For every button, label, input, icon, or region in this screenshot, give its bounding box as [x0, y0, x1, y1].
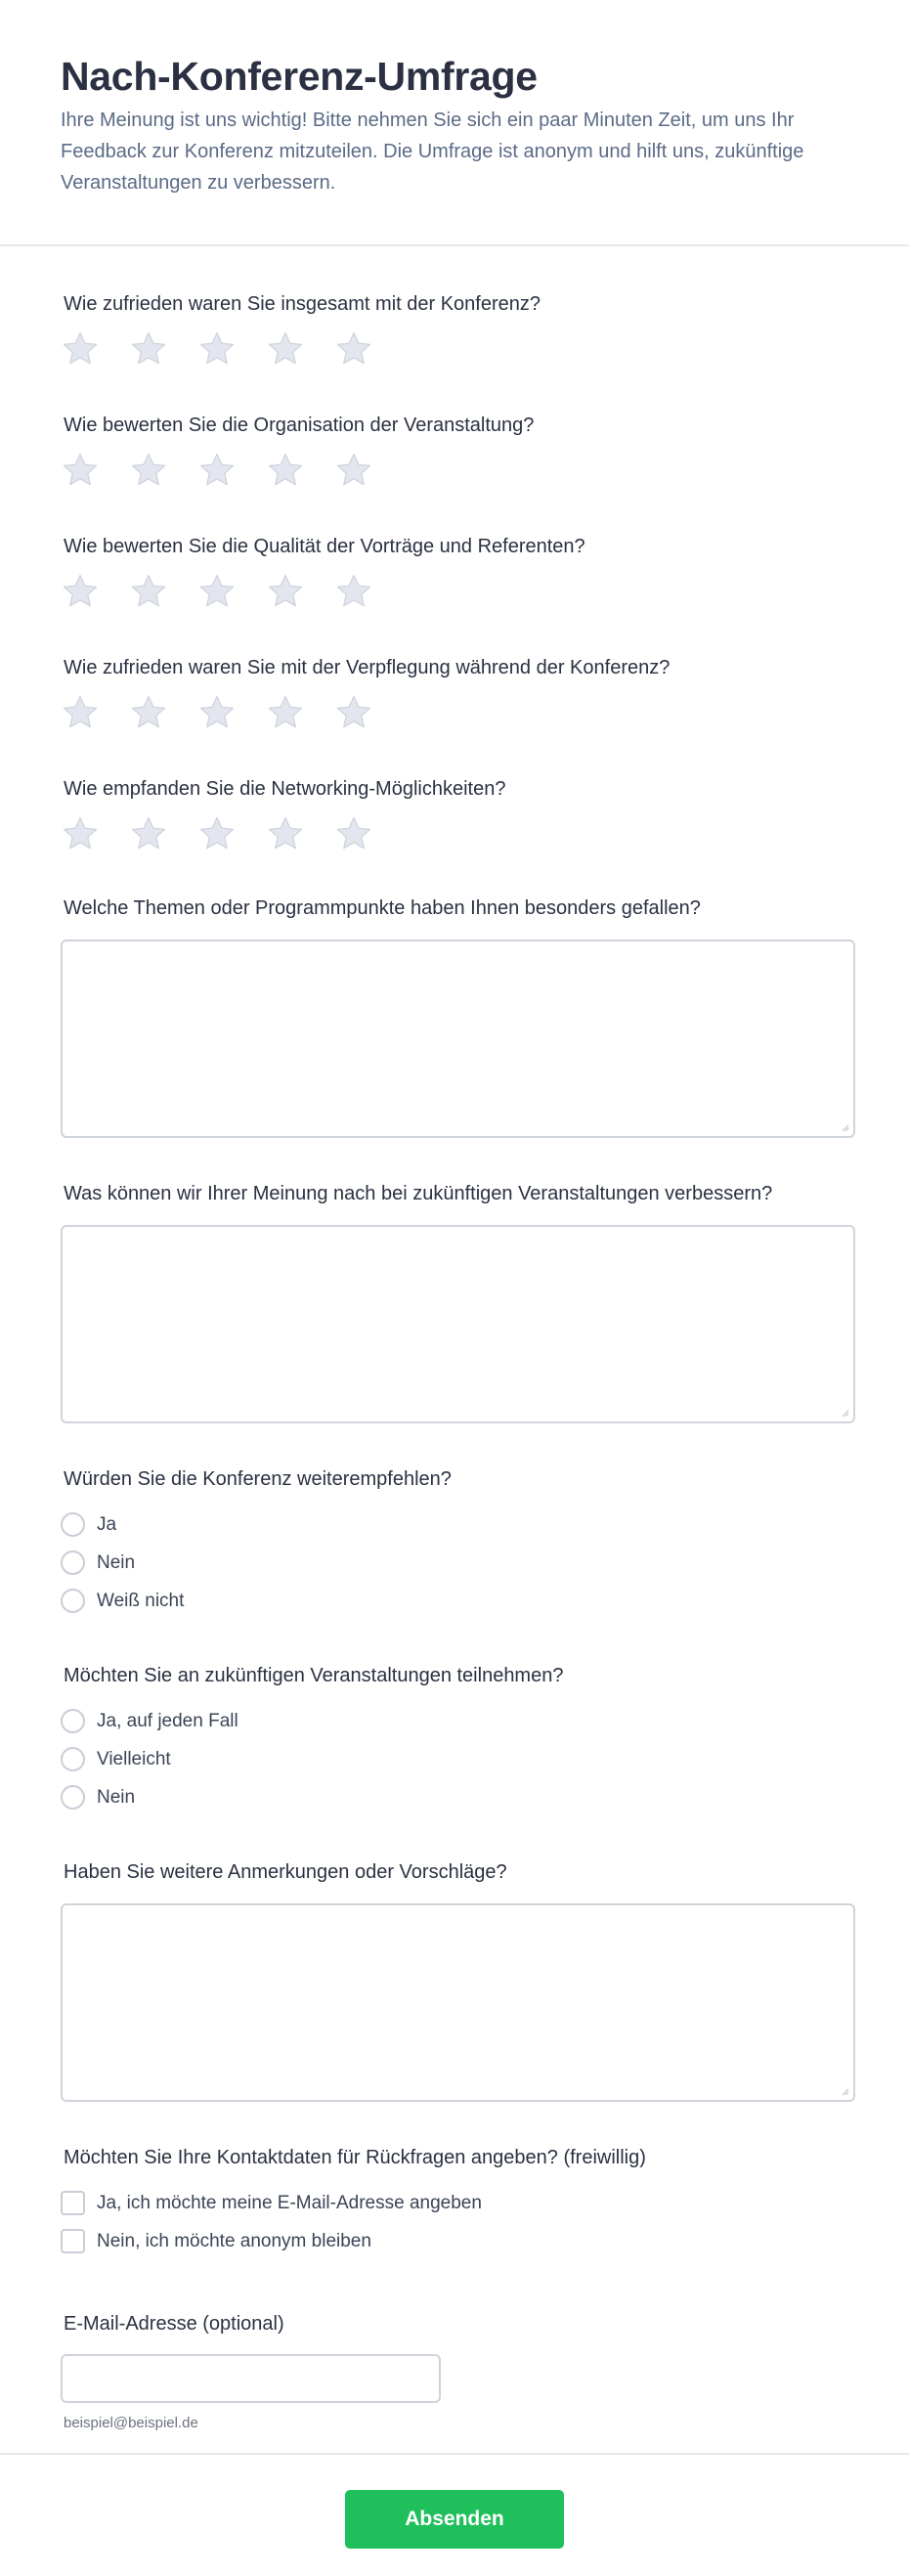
star-icon[interactable] — [335, 815, 372, 852]
star-icon[interactable] — [130, 694, 167, 731]
star-icon[interactable] — [198, 330, 236, 368]
question-email — [61, 2260, 858, 2431]
star-icon[interactable] — [62, 815, 99, 852]
radio-option[interactable] — [61, 1544, 858, 1582]
page-description: Ihre Meinung ist uns wichtig! Bitte nehmen Sie sich ein paar Minuten Zeit, um uns Ihr Feedback zur Konferenz mitzuteilen. Die Umfrage ist anonym und hilft uns, zukünftige Veranstaltungen zu verbessern. — [61, 109, 804, 194]
future-options — [61, 1702, 858, 1816]
radio-button[interactable] — [61, 1747, 85, 1771]
star-icon[interactable] — [62, 330, 99, 368]
rating-question — [61, 731, 858, 852]
survey-header — [0, 0, 909, 246]
star-icon[interactable] — [130, 452, 167, 489]
option-label: Ja, ich möchte meine E-Mail-Adresse angeben — [97, 2192, 482, 2213]
star-icon[interactable] — [62, 452, 99, 489]
rating-question — [61, 368, 858, 489]
liked-textarea[interactable] — [61, 939, 855, 1138]
radio-option[interactable] — [61, 1582, 858, 1620]
question-label: Wie zufrieden waren Sie mit der Verpflegung während der Konferenz? — [64, 657, 671, 678]
radio-option[interactable] — [61, 1740, 858, 1778]
radio-button[interactable] — [61, 1550, 85, 1575]
option-label: Ja, auf jeden Fall — [97, 1710, 238, 1731]
star-icon[interactable] — [130, 815, 167, 852]
star-icon[interactable] — [267, 815, 304, 852]
resize-handle-icon[interactable] — [840, 1408, 849, 1418]
question-label: Wie zufrieden waren Sie insgesamt mit der Konferenz? — [64, 293, 541, 315]
option-label: Nein — [97, 1786, 136, 1808]
option-label: Weiß nicht — [97, 1590, 185, 1611]
rating-question — [61, 610, 858, 731]
question-label: Möchten Sie Ihre Kontaktdaten für Rückfragen angeben? (freiwillig) — [64, 2147, 646, 2168]
resize-handle-icon[interactable] — [840, 2086, 849, 2096]
radio-button[interactable] — [61, 1589, 85, 1613]
question-contact — [61, 2102, 858, 2260]
rating-question — [61, 489, 858, 610]
star-icon[interactable] — [198, 694, 236, 731]
question-label: Wie empfanden Sie die Networking-Möglichkeiten? — [64, 778, 506, 800]
star-icon[interactable] — [130, 330, 167, 368]
checkbox-option[interactable] — [61, 2184, 858, 2222]
option-label: Nein — [97, 1551, 136, 1573]
rating-question — [61, 246, 858, 368]
radio-option[interactable] — [61, 1778, 858, 1816]
star-icon[interactable] — [335, 573, 372, 610]
recommend-options — [61, 1506, 858, 1620]
star-icon[interactable] — [130, 573, 167, 610]
survey-form — [0, 246, 909, 2431]
star-icon[interactable] — [335, 694, 372, 731]
question-label: Wie bewerten Sie die Qualität der Vorträge und Referenten? — [64, 536, 585, 557]
star-rating — [61, 452, 858, 489]
resize-handle-icon[interactable] — [840, 1122, 849, 1132]
star-rating — [61, 694, 858, 731]
option-label: Vielleicht — [97, 1748, 171, 1769]
checkbox-option[interactable] — [61, 2222, 858, 2260]
submit-button[interactable]: Absenden — [345, 2490, 564, 2549]
question-label: Welche Themen oder Programmpunkte haben Ihnen besonders gefallen? — [64, 897, 701, 919]
rating-questions — [61, 246, 858, 852]
star-icon[interactable] — [267, 573, 304, 610]
question-label: Würden Sie die Konferenz weiterempfehlen? — [64, 1468, 452, 1490]
star-icon[interactable] — [62, 573, 99, 610]
star-icon[interactable] — [198, 452, 236, 489]
star-rating — [61, 330, 858, 368]
checkbox[interactable] — [61, 2191, 85, 2215]
star-icon[interactable] — [335, 330, 372, 368]
radio-button[interactable] — [61, 1785, 85, 1810]
question-label: Haben Sie weitere Anmerkungen oder Vorschläge? — [64, 1861, 507, 1883]
star-icon[interactable] — [198, 573, 236, 610]
star-icon[interactable] — [267, 694, 304, 731]
star-icon[interactable] — [62, 694, 99, 731]
star-icon[interactable] — [267, 452, 304, 489]
radio-option[interactable] — [61, 1702, 858, 1740]
radio-option[interactable] — [61, 1506, 858, 1544]
star-rating — [61, 815, 858, 852]
improve-textarea[interactable] — [61, 1225, 855, 1423]
remarks-textarea[interactable] — [61, 1903, 855, 2102]
star-icon[interactable] — [335, 452, 372, 489]
question-label: Wie bewerten Sie die Organisation der Veranstaltung? — [64, 415, 535, 436]
question-label: Möchten Sie an zukünftigen Veranstaltungen teilnehmen? — [64, 1665, 564, 1686]
question-label: Was können wir Ihrer Meinung nach bei zukünftigen Veranstaltungen verbessern? — [64, 1183, 773, 1204]
question-future — [61, 1620, 858, 1816]
form-footer — [0, 2453, 909, 2549]
contact-options — [61, 2184, 858, 2260]
email-field[interactable] — [61, 2354, 441, 2403]
star-icon[interactable] — [267, 330, 304, 368]
question-recommend — [61, 1423, 858, 1620]
option-label: Nein, ich möchte anonym bleiben — [97, 2230, 371, 2251]
star-icon[interactable] — [198, 815, 236, 852]
option-label: Ja — [97, 1513, 117, 1535]
checkbox[interactable] — [61, 2229, 85, 2253]
radio-button[interactable] — [61, 1709, 85, 1733]
page-title: Nach-Konferenz-Umfrage — [61, 54, 538, 99]
question-remarks — [61, 1816, 858, 2102]
email-label: E-Mail-Adresse (optional) — [64, 2313, 284, 2335]
question-improve — [61, 1138, 858, 1423]
star-rating — [61, 573, 858, 610]
question-liked — [61, 852, 858, 1138]
email-hint: beispiel@beispiel.de — [64, 2415, 198, 2431]
radio-button[interactable] — [61, 1512, 85, 1537]
